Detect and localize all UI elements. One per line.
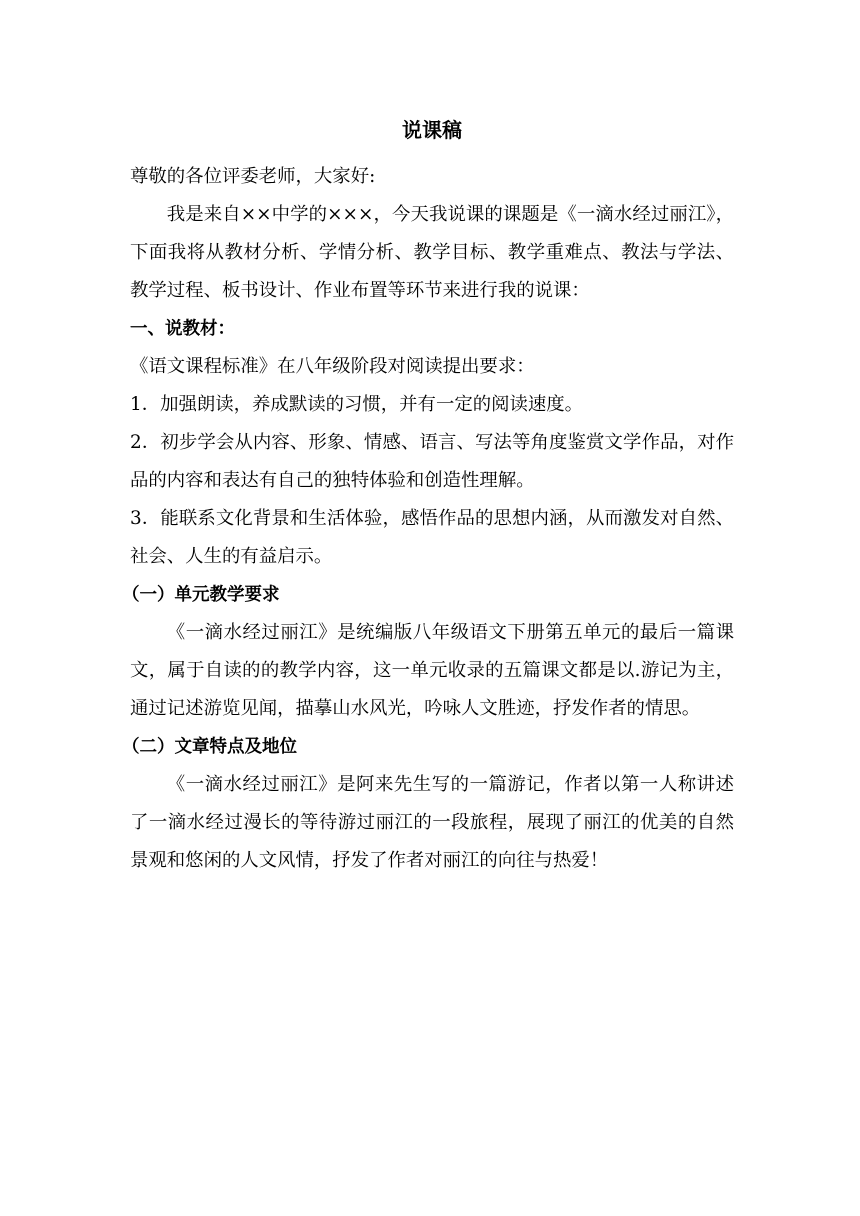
curriculum-standard-intro: 《语文课程标准》在八年级阶段对阅读提出要求： (130, 356, 535, 377)
document-title: 说课稿 (402, 118, 462, 142)
greeting: 尊敬的各位评委老师，大家好: (130, 166, 376, 187)
section-heading-textbook: 一、说教材： (130, 319, 235, 339)
requirement-item-1: 1．加强朗读，养成默读的习惯，并有一定的阅读速度。 (130, 394, 584, 415)
subsection-heading-features: （二）文章特点及地位 (122, 737, 297, 757)
intro-paragraph: 我是来自××中学的×××，今天我说课的课题是《一滴水经过丽江》，下面我将从教材分析、学情分析、教学目标、教学重难点、教法与学法、教学过程、板书设计、作业布置等环节来进行我的说课： (130, 204, 734, 301)
article-features-paragraph: 《一滴水经过丽江》是阿来先生写的一篇游记，作者以第一人称讲述了一滴水经过漫长的等待游过丽江的一段旅程，展现了丽江的优美的自然景观和悠闲的人文风情，抒发了作者对丽江的向往与热爱！ (130, 774, 734, 871)
requirement-item-2: 2．初步学会从内容、形象、情感、语言、写法等角度鉴赏文学作品，对作品的内容和表达有自己的独特体验和创造性理解。 (130, 432, 734, 491)
unit-requirements-paragraph: 《一滴水经过丽江》是统编版八年级语文下册第五单元的最后一篇课文，属于自读的的教学内容，这一单元收录的五篇课文都是以.游记为主，通过记述游览见闻，描摹山水风光，吟咏人文胜迹，抒发作者的情思。 (130, 622, 734, 719)
subsection-heading-unit: （一）单元教学要求 (122, 585, 280, 605)
requirement-item-3: 3．能联系文化背景和生活体验，感悟作品的思想内涵，从而激发对自然、社会、人生的有益启示。 (130, 508, 734, 567)
document-body (122, 158, 734, 880)
